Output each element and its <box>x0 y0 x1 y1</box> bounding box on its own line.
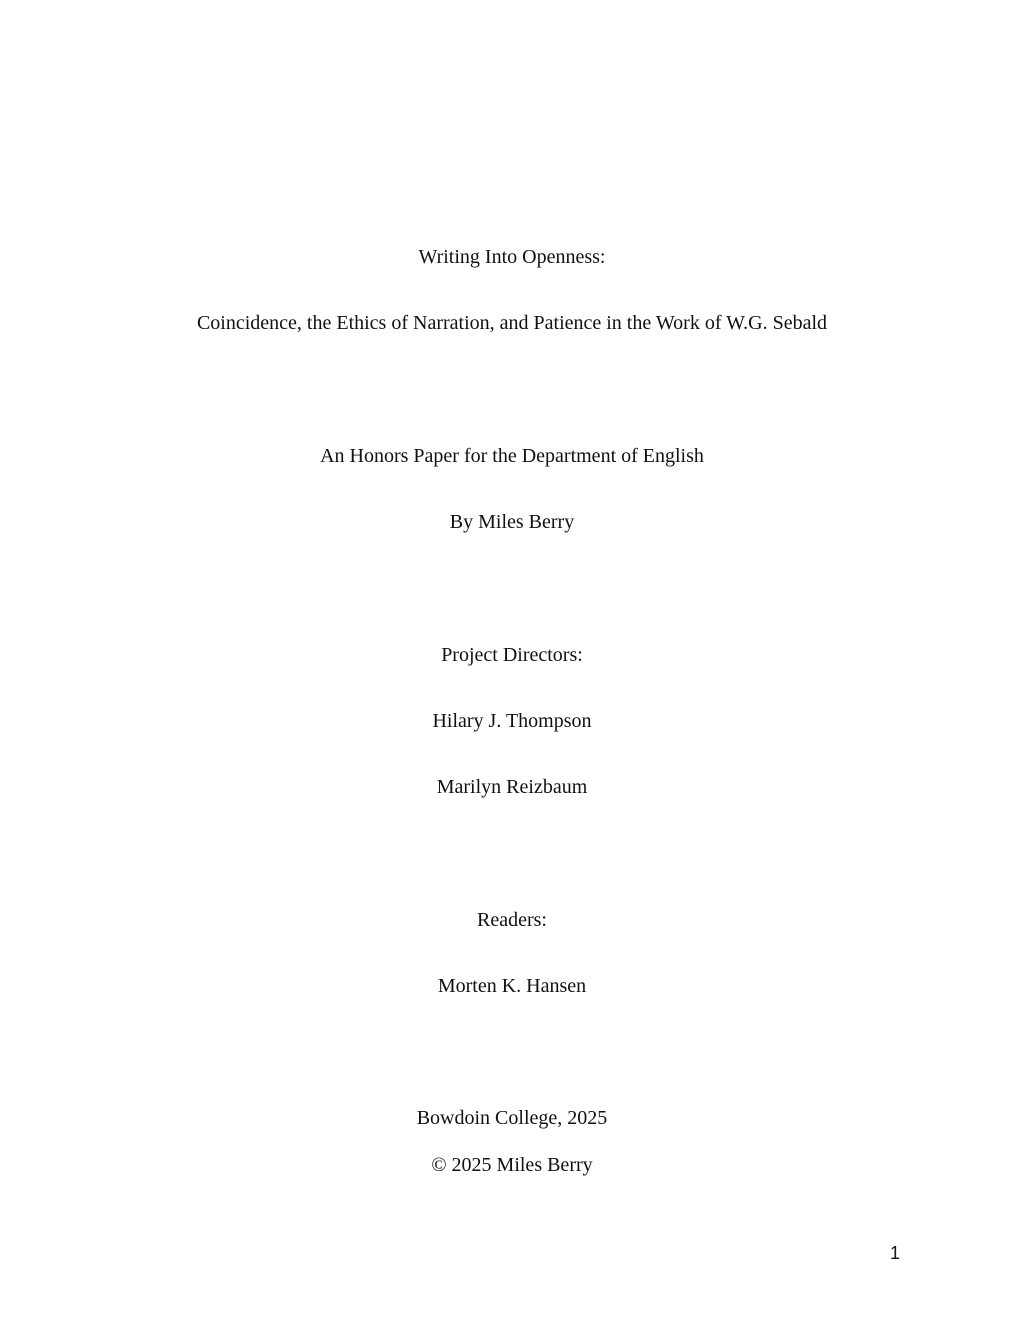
director-name: Marilyn Reizbaum <box>436 776 588 798</box>
page-number: 1 <box>889 1243 900 1263</box>
reader-name: Morten K. Hansen <box>437 975 587 997</box>
copyright-notice: © 2025 Miles Berry <box>431 1154 593 1176</box>
institution-year: Bowdoin College, 2025 <box>416 1107 608 1129</box>
readers-heading: Readers: <box>477 909 547 931</box>
paper-type: An Honors Paper for the Department of English <box>320 445 704 467</box>
directors-heading: Project Directors: <box>441 644 583 666</box>
author-line: By Miles Berry <box>449 511 575 533</box>
paper-subtitle: Coincidence, the Ethics of Narration, and Patience in the Work of W.G. Sebald <box>196 312 828 334</box>
paper-title: Writing Into Openness: <box>418 246 606 268</box>
director-name: Hilary J. Thompson <box>432 710 592 732</box>
